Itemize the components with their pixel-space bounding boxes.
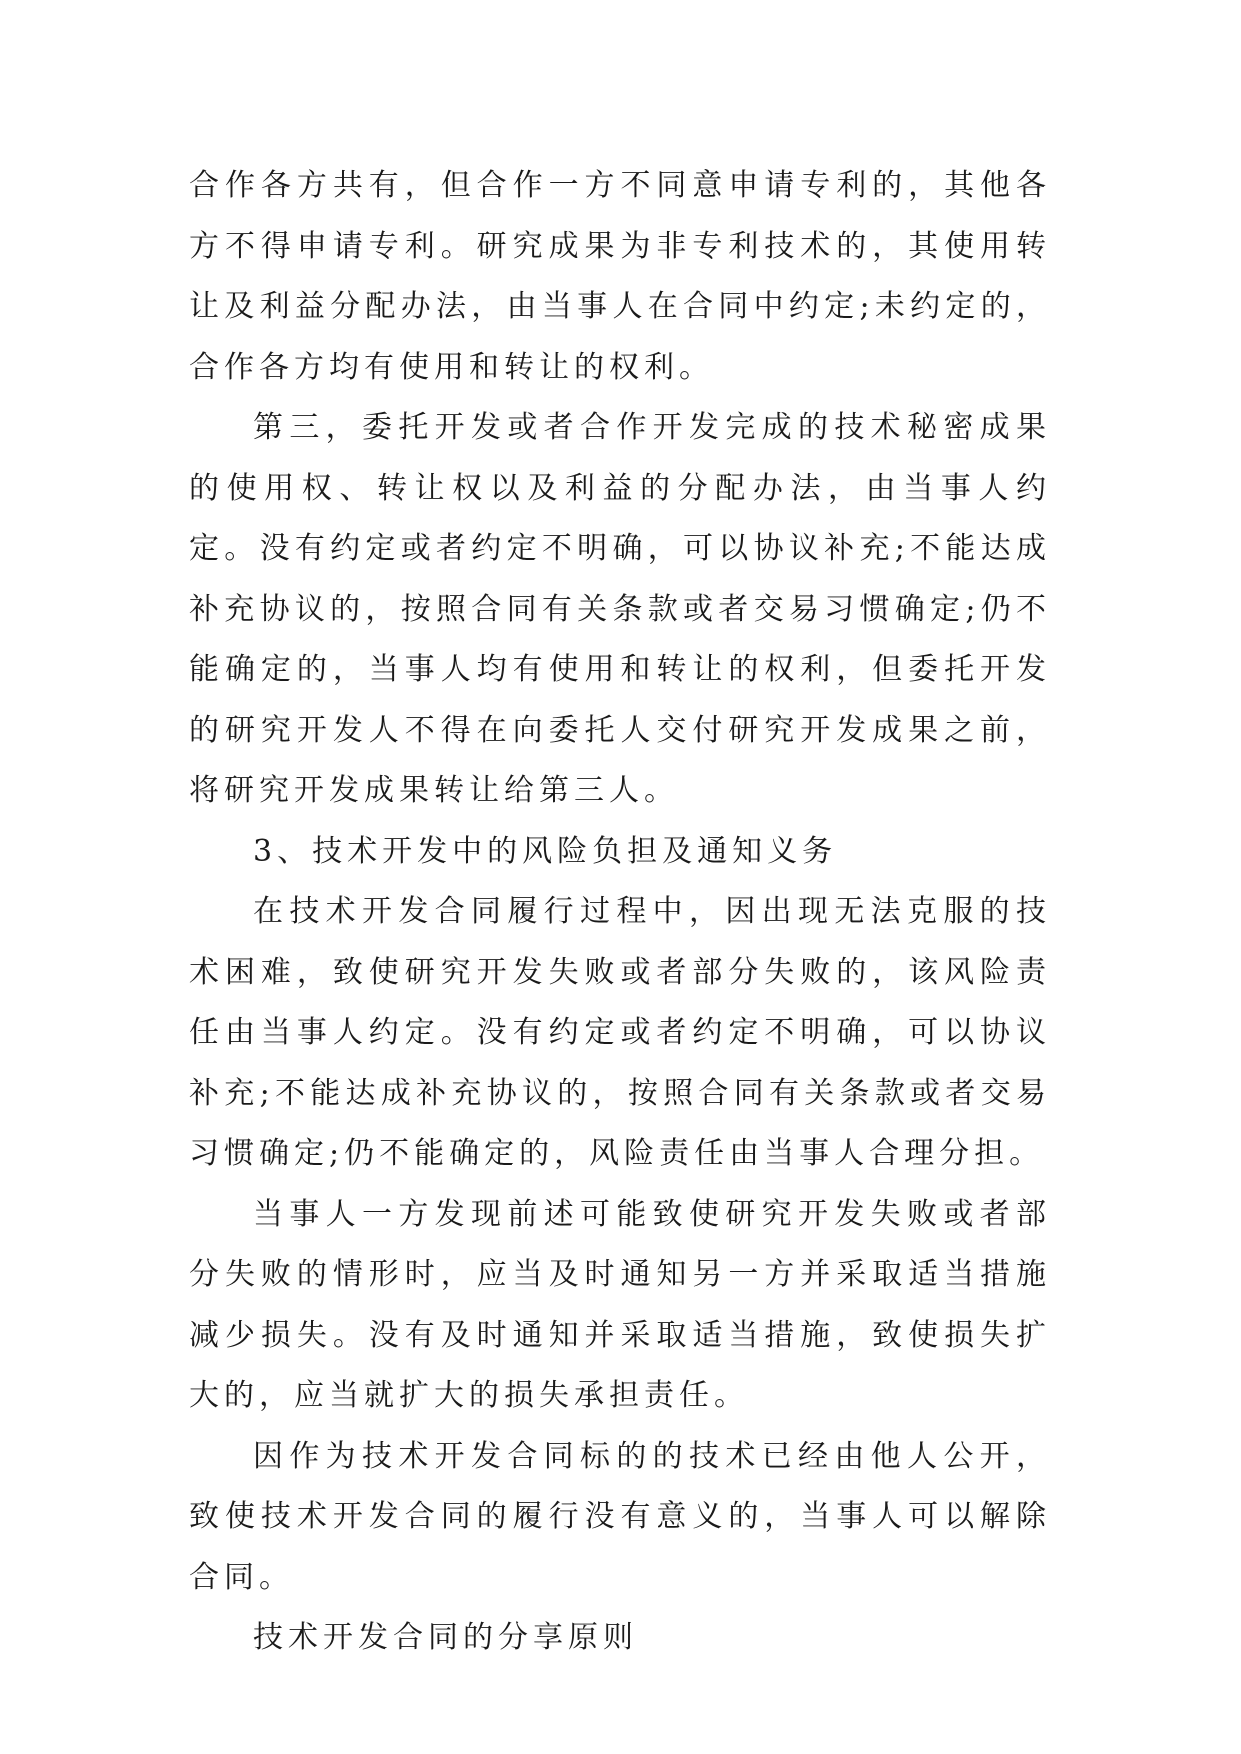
paragraph: 因作为技术开发合同标的的技术已经由他人公开，致使技术开发合同的履行没有意义的，当事人可以解除合同。: [189, 1438, 1051, 1595]
paragraph: 合作各方共有，但合作一方不同意申请专利的，其他各方不得申请专利。研究成果为非专利技术的，其使用转让及利益分配办法，由当事人在合同中约定;未约定的，合作各方均有使用和转让的权利。: [189, 168, 1051, 385]
paragraph: 在技术开发合同履行过程中，因出现无法克服的技术困难，致使研究开发失败或者部分失败的，该风险责任由当事人约定。没有约定或者约定不明确，可以协议补充;不能达成补充协议的，按照合同有关条款或者交易习惯确定;仍不能确定的，风险责任由当事人合理分担。: [189, 894, 1051, 1171]
section-heading: 3、技术开发中的风险负担及通知义务: [253, 833, 838, 869]
document-body: [189, 156, 1051, 1669]
paragraph: 第三，委托开发或者合作开发完成的技术秘密成果的使用权、转让权以及利益的分配办法，由当事人约定。没有约定或者约定不明确，可以协议补充;不能达成补充协议的，按照合同有关条款或者交易习惯确定;仍不能确定的，当事人均有使用和转让的权利，但委托开发的研究开发人不得在向委托人交付研究开发成果之前，将研究开发成果转让给第三人。: [189, 410, 1051, 808]
section-heading: 技术开发合同的分享原则: [253, 1620, 638, 1655]
paragraph: 当事人一方发现前述可能致使研究开发失败或者部分失败的情形时，应当及时通知另一方并采取适当措施减少损失。没有及时通知并采取适当措施，致使损失扩大的，应当就扩大的损失承担责任。: [189, 1196, 1051, 1413]
